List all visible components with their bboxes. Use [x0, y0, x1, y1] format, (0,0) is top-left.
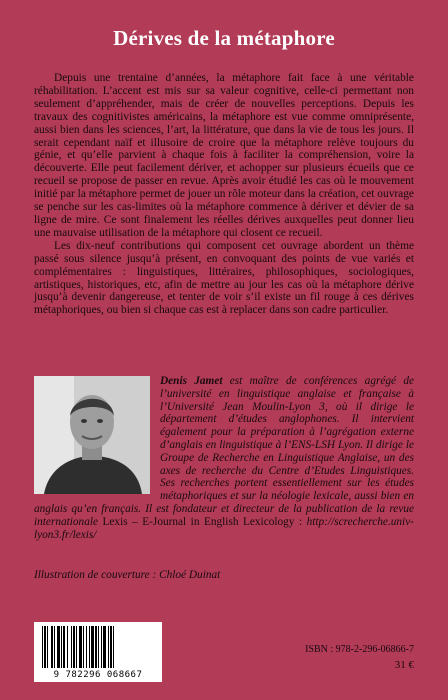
- barcode-bar: [91, 626, 94, 668]
- barcode-bar: [86, 626, 87, 668]
- barcode-bar: [83, 626, 84, 668]
- author-name: Denis Jamet: [160, 375, 223, 387]
- barcode-bar: [42, 626, 43, 668]
- journal-name: Lexis – E-Journal in English Lexicology :: [102, 515, 303, 528]
- abstract-paragraph-2: Les dix-neuf contributions qui composent cet ouvrage abordent un thème passé sous silence jusqu’à présent, en convoquant des points de vue variés et complémentaires : linguistiques, littéraires, philosophiques, sociologiques, artistiques, historiques, etc, afin de mettre au jour les cas où la métaphore dérive jusqu’à devenir dangereuse, et tenter de voir s’il existe un fil rouge à ces dérives métaphoriques, ou bien si chaque cas est à replacer dans son cadre particulier.: [34, 239, 414, 317]
- abstract-paragraph-1: Depuis une trentaine d’années, la métaphore fait face à une véritable réhabilitation. L’accent est mis sur sa valeur cognitive, celle-ci permettant non seulement d’appréhender, mais de créer de nouvelles perceptions. Depuis les travaux des cognitivistes américains, la métaphore est vue comme omniprésente, aussi bien dans les sciences, l’art, la littérature, que dans la vie de tous les jours. Il serait cependant naïf et illusoire de croire que la métaphore relève toujours du génie, et qu’elle parvient à chaque fois à faciliter la compréhension, voire la découverte. Elle peut facilement dériver, et achopper sur plusieurs écueils que ce recueil se propose de passer en revue. Après avoir étudié les cas où le mouvement initié par la métaphore permet de jouer un rôle moteur dans la création, cet ouvrage se penche sur les cas-limites où la métaphore commence à dériver et dévier de sa ligne de mire. Ce sont finalement les réelles dérives auxquelles peut donner lieu une mauvaise utilisation de la métaphore qui closent ce recueil.: [34, 72, 414, 239]
- barcode-bar: [67, 626, 68, 668]
- barcode-bar: [95, 626, 97, 668]
- barcode-bar: [44, 626, 46, 668]
- barcode-bar: [103, 626, 106, 668]
- barcode-bar: [63, 626, 65, 668]
- barcode-bars: [34, 622, 162, 670]
- abstract: [34, 72, 414, 317]
- barcode-bar: [71, 626, 72, 668]
- barcode-bar: [76, 626, 77, 668]
- price: 31 €: [394, 659, 414, 671]
- barcode-bar: [73, 626, 75, 668]
- barcode-bar: [89, 626, 90, 668]
- barcode-bar: [57, 626, 60, 668]
- barcode-bar: [51, 626, 53, 668]
- bio-text: est maître de conférences agrégé de l’université en linguistique anglaise et française à l’Université Jean Moulin-Lyon 3, où il dirige le département d’études anglophones. Il intervient également pour la préparation à l’agrégation externe d’anglais en linguistique à l’ENS-LSH Lyon. Il dirige le Groupe de Recherche en Linguistique Anglaise, un des axes de recherche du Centre d’Etudes Linguistiques. Ses recherches portent essentiellement sur les études métaphoriques et sur la néologie lexicale, aussi bien en anglais qu’en français. Il est fondateur et directeur de la publication de la revue internationale: [34, 375, 414, 528]
- barcode-bar: [98, 626, 99, 668]
- book-title: Dérives de la métaphore: [113, 26, 335, 50]
- barcode-bar: [113, 626, 114, 668]
- author-biography: [34, 375, 414, 541]
- barcode-number: 9 782296 068667: [53, 670, 143, 680]
- barcode-bar: [108, 626, 109, 668]
- journal-url[interactable]: http://screcherche.univ-lyon3.fr/lexis/: [34, 515, 414, 541]
- barcode-bar: [79, 626, 82, 668]
- barcode-bar: [101, 626, 102, 668]
- isbn: ISBN : 978-2-296-06866-7: [305, 644, 414, 655]
- barcode-bar: [54, 626, 55, 668]
- cover-illustration-credit: Illustration de couverture : Chloé Duinat: [34, 569, 221, 581]
- barcode-bar: [47, 626, 48, 668]
- barcode: [34, 622, 162, 682]
- barcode-bar: [110, 626, 112, 668]
- barcode-bar: [61, 626, 62, 668]
